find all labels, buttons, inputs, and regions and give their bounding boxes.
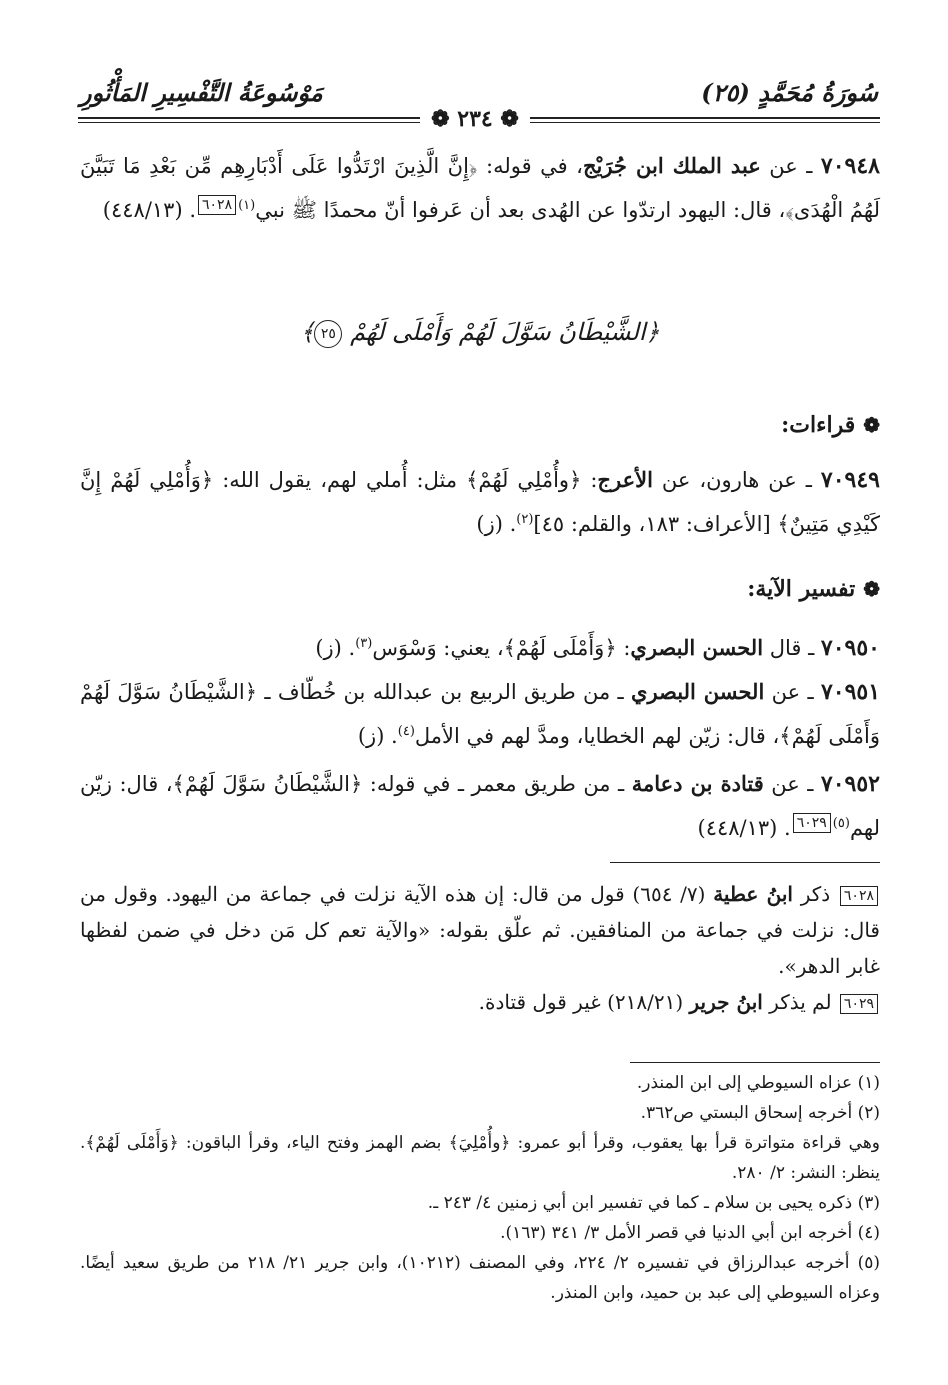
entry-70948: ٧٠٩٤٨ ـ عن عبد الملك ابن جُرَيْج، في قوله: ﴿إِنَّ الَّذِينَ ارْتَدُّوا عَلَى أَدْبَارِهِم مِّن بَعْدِ مَا تَبَيَّنَ لَهُمُ الْهُدَى﴾، قال: اليهود ارتدّوا عن الهُدى بعد أن عَرفوا أنّ محمدًا ﷺ نبي$^{(١)}$٦٠٢٨. (٤٤٨/١٣) — [80, 153, 880, 222]
page-number: ❁ ۲۳٤ ❁ — [420, 103, 530, 135]
scholar-name: ابنُ عطية — [713, 882, 793, 906]
narrator-name: عبد الملك ابن جُرَيْج — [582, 153, 761, 178]
entry-number: ٧٠٩٤٨ — [820, 153, 880, 179]
commentary-note-6029: ٦٠٢٩ لم يذكر ابنُ جرير (٢١٨/٢١) غير قول قتادة. — [80, 984, 880, 1020]
footnote: (٢) أخرجه إسحاق البستي ص٣٦٢. — [640, 1103, 880, 1123]
entry-number: ٧٠٩٤٩ — [820, 467, 880, 493]
quran-quote: ﴿وَأَمْلَى لَهُمْ﴾ — [503, 636, 617, 660]
quran-quote: ﴿الشَّيْطَانُ سَوَّلَ لَهُمْ وَأَمْلَى لَهُمْ﴾ — [80, 680, 880, 748]
section-heading-qiraat: ❁قراءات: — [781, 412, 880, 438]
footnote: وهي قراءة متواترة قرأ بها يعقوب، وقرأ أبو عمرو: ﴿وأُمْلِيَ﴾ بضم الهمز وفتح الياء، وقرأ الباقون: ﴿وَأَمْلَى لَهُمْ﴾. ينظر: النشر: ٢/ ٢٨٠. — [80, 1133, 880, 1183]
commentary-note-6028: ٦٠٢٨ ذكر ابنُ عطية (٧/ ٦٥٤) قول من قال: إن هذه الآية نزلت في جماعة من اليهود. وقول من قال: نزلت في جماعة من المنافقين. ثم علّق بقوله: «والآية تعم كل مَن دخل في ضمن لفظها غابر الدهر». — [80, 882, 880, 978]
entry-70949: ٧٠٩٤٩ ـ عن هارون، عن الأعرج: ﴿وأُمْلِي لَهُمْ﴾ مثل: أُملي لهم، يقول الله: ﴿وَأُمْلِي لَهُمْ إِنَّ كَيْدِي مَتِينٌ﴾ [الأعراف: ١٨٣، والقلم: ٤٥]$^{(٢)}$. (ز) — [80, 467, 880, 536]
narrator-name: الحسن البصري — [631, 679, 765, 704]
footnote-marker: (٥) — [832, 816, 850, 831]
commentary-notes — [80, 876, 880, 1020]
footnotes — [80, 1068, 880, 1308]
note-ref-box: ٦٠٢٨ — [840, 886, 878, 906]
footnotes-divider — [630, 1062, 880, 1063]
footnote-marker: (٢) — [516, 512, 534, 527]
footnote-marker: (١) — [238, 198, 256, 213]
flower-icon: ❁ — [863, 413, 880, 437]
ayah-number-marker: ٢٥ — [314, 320, 342, 348]
book-title: مَوْسُوعَةُ التَّفْسِيرِ المَأْثُورِ — [80, 78, 323, 107]
note-ref-box: ٦٠٢٨ — [198, 195, 236, 215]
footnote-marker: (٤) — [397, 724, 415, 739]
note-ref-box: ٦٠٢٩ — [793, 813, 831, 833]
scholar-name: ابنُ جرير — [689, 990, 763, 1014]
surah-title: سُورَةُ مُحَمَّدٍ (٢٥) — [701, 78, 878, 107]
flower-icon: ❁ — [431, 106, 458, 132]
entry-70952: ٧٠٩٥٢ ـ عن قتادة بن دعامة ـ من طريق معمر ـ في قوله: ﴿الشَّيْطَانُ سَوَّلَ لَهُمْ﴾، قال: زيّن لهم$^{(٥)}$٦٠٢٩. (٤٤٨/١٣) — [80, 771, 880, 840]
entry-number: ٧٠٩٥١ — [820, 679, 881, 705]
narrator-name: قتادة بن دعامة — [631, 771, 764, 796]
narrator-name: الحسن البصري — [630, 635, 764, 660]
quran-quote: ﴿إِنَّ الَّذِينَ ارْتَدُّوا عَلَى أَدْبَارِهِم مِّن بَعْدِ مَا تَبَيَّنَ لَهُمُ الْهُدَى﴾ — [80, 154, 880, 222]
ayah-verse: ﴿الشَّيْطَانُ سَوَّلَ لَهُمْ وَأَمْلَى لَهُمْ ٢٥﴾ — [300, 318, 660, 346]
entry-70950: ٧٠٩٥٠ ـ قال الحسن البصري: ﴿وَأَمْلَى لَهُمْ﴾، يعني: وَسْوَس$^{(٣)}$. (ز) — [315, 635, 880, 661]
quran-quote: ﴿الشَّيْطَانُ سَوَّلَ لَهُمْ﴾ — [172, 772, 363, 796]
flower-icon: ❁ — [863, 577, 880, 601]
section-heading-tafsir: ❁تفسير الآية: — [747, 576, 880, 602]
note-ref-box: ٦٠٢٩ — [840, 994, 878, 1014]
entry-number: ٧٠٩٥٢ — [820, 771, 880, 797]
flower-icon: ❁ — [492, 106, 519, 132]
quran-quote: ﴿وأُمْلِي لَهُمْ﴾ — [466, 468, 582, 492]
narrator-name: الأعرج — [597, 467, 653, 492]
footnote-marker: (٣) — [355, 636, 373, 651]
footnote: (٤) أخرجه ابن أبي الدنيا في قصر الأمل ٣/ ٣٤١ (١٦٣). — [500, 1223, 880, 1243]
notes-divider — [610, 862, 880, 863]
quran-quote: ﴿وَأُمْلِي لَهُمْ إِنَّ كَيْدِي مَتِينٌ﴾ — [80, 468, 880, 536]
footnote: (٥) أخرجه عبدالرزاق في تفسيره ٢/ ٢٢٤، وفي المصنف (١٠٢١٢)، وابن جرير ٢١/ ٢١٨ من طريق سعيد أيضًا. وعزاه السيوطي إلى عبد بن حميد، وابن المنذر. — [80, 1253, 880, 1303]
entry-number: ٧٠٩٥٠ — [820, 635, 880, 661]
entry-70951: ٧٠٩٥١ ـ عن الحسن البصري ـ من طريق الربيع بن عبدالله بن خُطّاف ـ ﴿الشَّيْطَانُ سَوَّلَ لَهُمْ وَأَمْلَى لَهُمْ﴾، قال: زيّن لهم الخطايا، ومدَّ لهم في الأمل$^{(٤)}$. (ز) — [80, 679, 881, 748]
footnote: (١) عزاه السيوطي إلى ابن المنذر. — [636, 1073, 880, 1093]
footnote: (٣) ذكره يحيى بن سلام ـ كما في تفسير ابن أبي زمنين ٤/ ٢٤٣ ـ. — [427, 1193, 880, 1213]
